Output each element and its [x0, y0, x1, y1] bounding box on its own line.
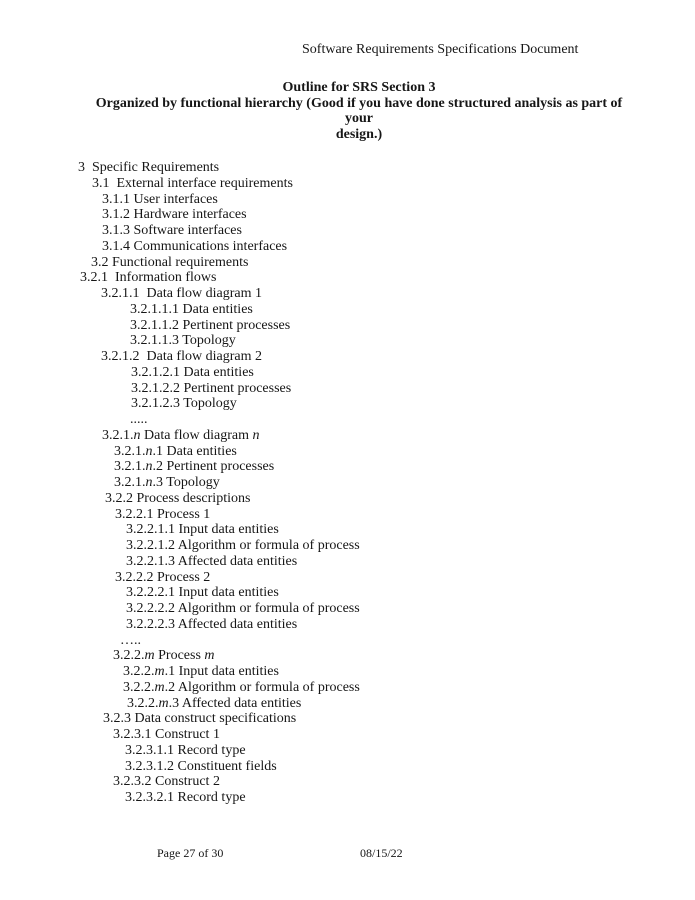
- outline-item-variable: m: [154, 664, 165, 679]
- outline-item: [102, 207, 360, 223]
- outline-item: [126, 585, 360, 601]
- outline: [78, 160, 360, 806]
- outline-item-text: 3.2.3.1.2 Constituent fields: [125, 758, 277, 774]
- outline-item-text: 3.2.2.: [127, 695, 159, 711]
- outline-item: [125, 743, 360, 759]
- outline-item-text: 3.2.2.: [113, 648, 145, 664]
- outline-item: [102, 239, 360, 255]
- outline-item-text: .1 Input data entities: [164, 664, 279, 679]
- outline-item: [101, 349, 360, 365]
- outline-item-text: 3.1 External interface requirements: [92, 175, 293, 191]
- outline-item-text: .3 Affected data entities: [168, 695, 302, 711]
- outline-item: [115, 570, 360, 586]
- outline-item-text: 3.2.2.2.1 Input data entities: [126, 585, 279, 601]
- outline-item-variable: m: [204, 648, 215, 664]
- outline-item-text: 3.2.1.1 Data flow diagram 1: [101, 286, 262, 301]
- outline-item: [102, 428, 360, 444]
- title-line-2: Organized by functional hierarchy (Good if you have done structured analysis as part of your: [95, 95, 623, 126]
- outline-item-text: …..: [120, 632, 141, 648]
- footer-page-number: Page 27 of 30: [157, 846, 224, 860]
- outline-item: [130, 302, 360, 318]
- outline-item-variable: n: [145, 475, 153, 490]
- outline-item: [126, 554, 360, 570]
- outline-item: [80, 270, 360, 286]
- outline-item-text: Process: [154, 648, 205, 664]
- outline-item-text: 3.2.1.: [114, 475, 146, 490]
- outline-item: [113, 648, 360, 664]
- outline-item-text: 3.2.1 Information flows: [80, 270, 217, 286]
- outline-item-text: 3.1.4 Communications interfaces: [102, 238, 288, 254]
- outline-item: [126, 522, 360, 538]
- outline-item: [125, 790, 360, 806]
- outline-item-text: 3.2.1.2.2 Pertinent processes: [131, 380, 292, 396]
- outline-item: [105, 491, 360, 507]
- outline-item-text: 3.2.1.1.1 Data entities: [130, 301, 253, 317]
- outline-item-text: 3.2.3.2.1 Record type: [125, 790, 246, 805]
- outline-item: [120, 633, 360, 649]
- outline-item-text: 3.2.2.2 Process 2: [115, 569, 211, 585]
- outline-item: [126, 601, 360, 617]
- outline-item-text: 3.2.2.: [123, 664, 155, 679]
- outline-item: [127, 696, 360, 712]
- outline-item: [126, 617, 360, 633]
- outline-item: [114, 459, 360, 475]
- outline-item: [114, 444, 360, 460]
- outline-item-text: .3 Topology: [152, 475, 220, 490]
- outline-item: [101, 286, 360, 302]
- document-header: Software Requirements Specifications Document: [302, 42, 579, 57]
- outline-item: [131, 365, 360, 381]
- outline-item: [103, 711, 360, 727]
- outline-item: [131, 381, 360, 397]
- outline-item-text: 3.2.2.1.2 Algorithm or formula of process: [126, 538, 360, 553]
- outline-item-text: 3.2.3.1 Construct 1: [113, 727, 220, 742]
- outline-item-text: Data flow diagram: [140, 427, 253, 443]
- outline-item: [125, 759, 360, 775]
- outline-item-text: 3.2.1.1.2 Pertinent processes: [130, 317, 291, 333]
- outline-item-text: 3.2.1.: [114, 443, 146, 459]
- outline-item-text: .....: [130, 412, 148, 427]
- outline-item: [130, 333, 360, 349]
- outline-item-variable: n: [133, 427, 141, 443]
- outline-item-text: 3.2.1.1.3 Topology: [130, 333, 236, 349]
- outline-item: [123, 664, 360, 680]
- outline-item-text: 3.2.2.2.2 Algorithm or formula of process: [126, 601, 360, 616]
- outline-item-text: .1 Data entities: [152, 443, 237, 459]
- outline-item: [102, 223, 360, 239]
- outline-item: [92, 176, 360, 192]
- outline-item: [113, 727, 360, 743]
- outline-item: [123, 680, 360, 696]
- outline-item-variable: m: [154, 679, 165, 695]
- outline-item-text: 3.2.2.1.3 Affected data entities: [126, 553, 298, 569]
- outline-item: [130, 412, 360, 428]
- outline-item-variable: m: [144, 648, 155, 664]
- outline-item-text: 3.2.2.2.3 Affected data entities: [126, 616, 298, 632]
- outline-item: [102, 192, 360, 208]
- outline-item-text: .2 Pertinent processes: [152, 459, 275, 475]
- outline-item-text: 3 Specific Requirements: [78, 160, 220, 175]
- outline-item-text: 3.2.3.2 Construct 2: [113, 774, 220, 790]
- outline-item: [130, 318, 360, 334]
- outline-item: [113, 774, 360, 790]
- outline-item-text: 3.2.1.: [114, 459, 146, 475]
- outline-item-text: 3.2.1.2 Data flow diagram 2: [101, 349, 262, 364]
- title-line-1: Outline for SRS Section 3: [282, 80, 436, 95]
- outline-item-text: .2 Algorithm or formula of process: [164, 679, 360, 695]
- outline-item: [131, 396, 360, 412]
- outline-item-text: 3.2.2.1.1 Input data entities: [126, 522, 279, 538]
- outline-item: [126, 538, 360, 554]
- outline-item-text: 3.2.2 Process descriptions: [105, 490, 251, 506]
- title-line-3: design.): [335, 126, 383, 142]
- document-title: [81, 80, 637, 142]
- outline-item-variable: n: [145, 459, 153, 475]
- outline-item-text: 3.1.2 Hardware interfaces: [102, 207, 247, 223]
- outline-item-variable: m: [158, 695, 169, 711]
- outline-item-text: 3.2.2.1 Process 1: [115, 506, 211, 522]
- outline-item-text: 3.1.1 User interfaces: [102, 191, 218, 207]
- outline-item: [114, 475, 360, 491]
- outline-item-text: 3.1.3 Software interfaces: [102, 223, 242, 238]
- outline-item: [115, 507, 360, 523]
- footer-date: 08/15/22: [360, 846, 403, 860]
- outline-item-variable: n: [145, 443, 153, 459]
- outline-item-text: 3.2.3 Data construct specifications: [103, 711, 297, 727]
- outline-item-text: 3.2 Functional requirements: [91, 254, 249, 270]
- outline-item-text: 3.2.1.2.3 Topology: [131, 396, 237, 412]
- outline-item-text: 3.2.1.2.1 Data entities: [131, 364, 254, 380]
- outline-item-text: 3.2.1.: [102, 427, 134, 443]
- outline-item: [91, 255, 360, 271]
- outline-item: [78, 160, 360, 176]
- outline-item-text: 3.2.3.1.1 Record type: [125, 742, 246, 758]
- outline-item-text: 3.2.2.: [123, 679, 155, 695]
- outline-item-variable: n: [252, 427, 260, 443]
